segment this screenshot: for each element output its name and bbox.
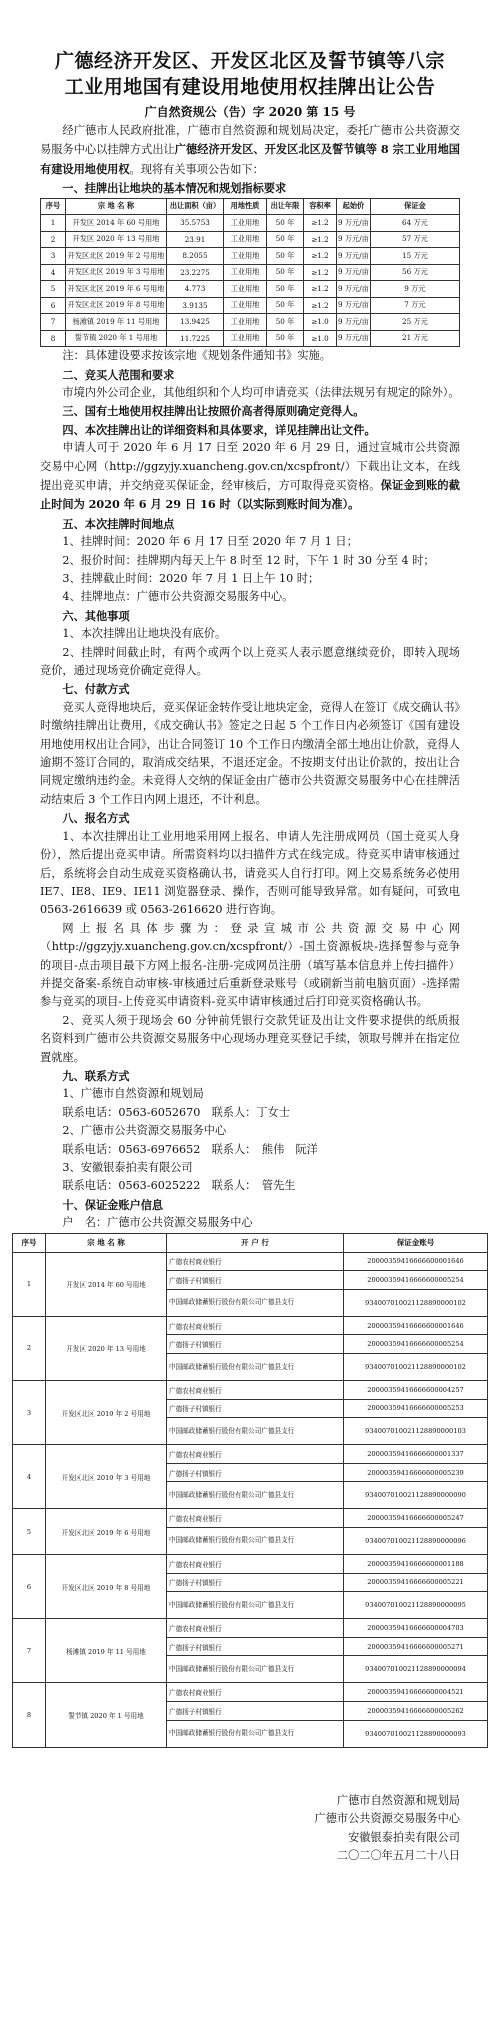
table-cell: 5 <box>41 281 66 298</box>
table-cell: 誓节镇 2020 年 1 号用地 <box>66 330 167 347</box>
bank-name: 广德农村商业银行 <box>167 1683 344 1702</box>
table-cell: 50 年 <box>267 231 304 248</box>
section-9-heading: 九、联系方式 <box>62 1068 130 1083</box>
bank-name: 中国邮政储蓄银行股份有限公司广德县支行 <box>167 1354 344 1381</box>
table-row <box>41 248 460 265</box>
title-line-2: 工业用地国有建设用地使用权挂牌出让公告 <box>64 76 436 98</box>
table-cell: 56 万元 <box>370 264 459 281</box>
parcel-number: 6 <box>13 1554 46 1618</box>
bank-name: 广德扬子村镇银行 <box>167 1271 344 1290</box>
parcel-name: 杨滩镇 2019 年 11 号用地 <box>46 1619 167 1683</box>
parcel-name: 开发区北区 2019 年 2 号用地 <box>46 1381 167 1445</box>
bank-name: 广德扬子村镇银行 <box>167 1463 344 1482</box>
intro-text-a: 经广德市人民政府批准，广德市自然资源和规划局决定，委托广德市公共资源交易服务中心以挂牌方式出让 <box>40 124 460 157</box>
account-number: 934007010021128890000095 <box>344 1592 488 1619</box>
table-row <box>41 231 460 248</box>
table-cell: 4.773 <box>167 281 224 298</box>
section-2-heading: 二、竞买人范围和要求 <box>62 367 175 382</box>
table-row <box>41 314 460 331</box>
table-cell: 1 <box>41 215 66 232</box>
table-cell: 50 年 <box>267 264 304 281</box>
table-row <box>13 1381 488 1400</box>
account-number: 20000359416666600005254 <box>344 1335 488 1354</box>
table-cell: 工业用地 <box>224 215 267 232</box>
table-row <box>41 330 460 347</box>
table-cell: 9 万元/亩 <box>337 231 371 248</box>
table-cell: 64 万元 <box>370 215 459 232</box>
section-6-heading: 六、其他事项 <box>62 608 130 623</box>
bank-name: 广德农村商业银行 <box>167 1381 344 1400</box>
account-number: 934007010021128890000096 <box>344 1527 488 1554</box>
bank-name: 中国邮政储蓄银行股份有限公司广德县支行 <box>167 1592 344 1619</box>
account-number: 20000359416666600001188 <box>344 1554 488 1573</box>
section-8-paragraph: 2、竞买人须于现场会 60 分钟前凭银行交款凭证及出让文件要求提供的纸质报名资料到广德市公共资源交易服务中心现场办理竞买登记手续，领取号牌并在指定位置就座。 <box>40 1013 460 1064</box>
section-7-heading: 七、付款方式 <box>62 682 130 697</box>
intro-text-c: 。现将有关事项公告如下： <box>129 162 264 176</box>
section-4-text: 申请人可于 2020 年 6 月 17 日至 2020 年 6 月 29 日，通过宣城市公共资源交易中心网（http://ggzyjy.xuancheng.gov.cn/xcspfront/）下载出让文本，在线提出竞买申请，并交纳竞买保证金，经审核后，方可取得竞买资格。 <box>40 441 460 492</box>
bank-name: 中国邮政储蓄银行股份有限公司广德县支行 <box>167 1656 344 1683</box>
parcel-number: 2 <box>13 1316 46 1380</box>
section-8-paragraph: 网上报名具体步骤为：登录宣城市公共资源交易中心网（http://ggzyjy.xuancheng.gov.cn/xcspfront/）-国土资源板块-选择誓参与竞争的项目-点击项目最下方网上报名-注册-完成网员注册（填写基本信息并上传扫描件）并提交备案-系统自动审核-审核通过后重新登录账号（或刷新当前电脑页面）-选择需参与竞买的项目-上传竞买申请资料-竞买申请审核通过后打印竞买资格确认书。 <box>40 921 460 1009</box>
bank-name: 中国邮政储蓄银行股份有限公司广德县支行 <box>167 1418 344 1445</box>
account-number: 20000359416666600005271 <box>344 1637 488 1656</box>
title-line-1: 广德经济开发区、开发区北区及誓节镇等八宗 <box>54 50 445 72</box>
table-cell: 9 万元/亩 <box>337 314 371 331</box>
table-cell: 15 万元 <box>370 248 459 265</box>
table-row <box>13 1509 488 1528</box>
table-row <box>41 281 460 298</box>
table-cell: 杨滩镇 2019 年 11 号用地 <box>66 314 167 331</box>
table-cell: 9 万元/亩 <box>337 281 371 298</box>
table-row <box>13 1619 488 1638</box>
contact-line: 3、安徽银泰拍卖有限公司 <box>62 1161 193 1174</box>
table-cell: 7 <box>41 314 66 331</box>
section-4-paragraph <box>40 439 460 515</box>
table-cell: 9 万元/亩 <box>337 264 371 281</box>
section-5-item: 3、挂牌截止时间：2020 年 7 月 1 日上午 10 时； <box>62 572 320 585</box>
table-cell: 25 万元 <box>370 314 459 331</box>
col-header: 保证金账号 <box>344 1233 488 1252</box>
table-cell: 50 年 <box>267 330 304 347</box>
table-cell: 6 <box>41 297 66 314</box>
table-row <box>13 1445 488 1464</box>
table-cell: 9 万元/亩 <box>337 297 371 314</box>
parcel-number: 5 <box>13 1509 46 1555</box>
table-cell: 57 万元 <box>370 231 459 248</box>
bank-name: 广德农村商业银行 <box>167 1619 344 1638</box>
table-cell: 50 年 <box>267 281 304 298</box>
bank-name: 中国邮政储蓄银行股份有限公司广德县支行 <box>167 1527 344 1554</box>
col-header: 保证金 <box>370 198 459 215</box>
section-6-item: 1、本次挂牌出让地块没有底价。 <box>62 627 227 641</box>
bank-name: 广德农村商业银行 <box>167 1252 344 1271</box>
document-number: 广自然资规公（告）字 2020 第 15 号 <box>144 105 356 119</box>
table-row <box>41 297 460 314</box>
table-cell: 工业用地 <box>224 314 267 331</box>
parcel-table-header <box>41 198 460 215</box>
account-number: 20000359416666600005253 <box>344 1399 488 1418</box>
col-header: 出让年限 <box>267 198 304 215</box>
table-cell: 9 万元/亩 <box>337 330 371 347</box>
bank-name: 中国邮政储蓄银行股份有限公司广德县支行 <box>167 1482 344 1509</box>
signature-org: 广德市公共资源交易服务中心 <box>314 1812 460 1826</box>
col-header: 开 户 行 <box>167 1233 344 1252</box>
table-cell: 50 年 <box>267 248 304 265</box>
section-5-heading: 五、本次挂牌时间地点 <box>62 516 175 531</box>
section-4-deadline: 保证金到账的截止时间为 2020 年 6 月 29 日 16 时（以实际到账时间为准）。 <box>40 477 460 512</box>
col-header: 起始价 <box>337 198 371 215</box>
signature-block <box>40 1792 460 1866</box>
table-row <box>13 1316 488 1335</box>
col-header: 序号 <box>13 1233 46 1252</box>
account-number: 934007010021128890000094 <box>344 1656 488 1683</box>
parcel-name: 誓节镇 2020 年 1 号用地 <box>46 1683 167 1747</box>
table-cell: ≥1.2 <box>304 248 337 265</box>
bank-name: 中国邮政储蓄银行股份有限公司广德县支行 <box>167 1289 344 1316</box>
signature-org: 安徽银泰拍卖有限公司 <box>348 1830 460 1844</box>
contact-line: 联系电话：0563-6052670 联系人：丁女士 <box>62 1105 290 1119</box>
account-number: 20000359416666600005239 <box>344 1463 488 1482</box>
account-number: 20000359416666600005221 <box>344 1573 488 1592</box>
table-cell: 21 万元 <box>370 330 459 347</box>
table-cell: 开发区 2020 年 13 号用地 <box>66 231 167 248</box>
table-cell: 8 <box>41 330 66 347</box>
table-cell: 3.9135 <box>167 297 224 314</box>
table-cell: ≥1.2 <box>304 215 337 232</box>
section-10-heading: 十、保证金账户信息 <box>62 1197 164 1212</box>
account-number: 20000359416666600005262 <box>344 1701 488 1720</box>
parcel-name: 开发区 2014 年 60 号用地 <box>46 1252 167 1316</box>
bank-name: 广德扬子村镇银行 <box>167 1335 344 1354</box>
table-cell: ≥1.0 <box>304 330 337 347</box>
table-cell: 开发区北区 2019 年 6 号用地 <box>66 281 167 298</box>
account-number: 20000359416666600004521 <box>344 1683 488 1702</box>
bank-name: 广德农村商业银行 <box>167 1509 344 1528</box>
table-cell: 2 <box>41 231 66 248</box>
table-cell: 35.5753 <box>167 215 224 232</box>
account-number: 934007010021128890000090 <box>344 1482 488 1509</box>
table-cell: 23.2275 <box>167 264 224 281</box>
bank-name: 广德扬子村镇银行 <box>167 1399 344 1418</box>
contact-line: 2、广德市公共资源交易服务中心 <box>62 1124 227 1138</box>
contact-line: 联系电话：0563-6976652 联系人： 熊伟 阮洋 <box>62 1142 318 1156</box>
signature-org: 广德市自然资源和规划局 <box>336 1793 460 1807</box>
bank-name: 广德扬子村镇银行 <box>167 1637 344 1656</box>
col-header: 序号 <box>41 198 66 215</box>
table-cell: 11.7225 <box>167 330 224 347</box>
table-cell: 工业用地 <box>224 248 267 265</box>
table-cell: 开发区北区 2019 年 3 号用地 <box>66 264 167 281</box>
table-cell: ≥1.0 <box>304 314 337 331</box>
table-cell: 工业用地 <box>224 297 267 314</box>
table-cell: ≥1.2 <box>304 264 337 281</box>
table-cell: ≥1.2 <box>304 297 337 314</box>
table-row <box>13 1683 488 1702</box>
table-cell: 3 <box>41 248 66 265</box>
section-6-item: 2、挂牌时间截止时，有两个或两个以上竞买人表示愿意继续竞价，即转入现场竞价，通过现场竞价确定竞得人。 <box>40 645 460 678</box>
section-5-item: 1、挂牌时间：2020 年 6 月 17 日至 2020 年 7 月 1 日； <box>62 535 358 549</box>
table-row <box>13 1252 488 1271</box>
signature-date: 二〇二〇年五月二十八日 <box>336 1849 460 1863</box>
account-number: 934007010021128890000093 <box>344 1720 488 1747</box>
table-cell: 工业用地 <box>224 281 267 298</box>
table-cell: 工业用地 <box>224 231 267 248</box>
deposit-account-table <box>12 1233 488 1748</box>
section-3-heading: 三、国有土地使用权挂牌出让按照价高者得原则确定竞得人。 <box>62 404 365 419</box>
contact-line: 联系电话：0563-6025222 联系人： 管先生 <box>62 1179 296 1193</box>
parcel-name: 开发区 2020 年 13 号用地 <box>46 1316 167 1380</box>
document-title <box>40 48 460 100</box>
account-number: 934007010021128890000102 <box>344 1289 488 1316</box>
table-cell: 4 <box>41 264 66 281</box>
account-number: 20000359416666600004257 <box>344 1381 488 1400</box>
bank-name: 广德扬子村镇银行 <box>167 1701 344 1720</box>
table-cell: 8.2055 <box>167 248 224 265</box>
table-row <box>13 1554 488 1573</box>
bank-name: 广德扬子村镇银行 <box>167 1573 344 1592</box>
bank-name: 广德农村商业银行 <box>167 1554 344 1573</box>
account-number: 20000359416666600001646 <box>344 1252 488 1271</box>
table-cell: ≥1.2 <box>304 231 337 248</box>
parcel-name: 开发区北区 2019 年 3 号用地 <box>46 1445 167 1509</box>
bank-name: 广德农村商业银行 <box>167 1316 344 1335</box>
account-number: 20000359416666600005254 <box>344 1271 488 1290</box>
parcel-number: 4 <box>13 1445 46 1509</box>
account-holder: 户 名：广德市公共资源交易服务中心 <box>62 1216 253 1230</box>
section-5-item: 2、报价时间：挂牌期内每天上午 8 时至 12 时，下午 1 时 30 分至 4 时； <box>62 553 435 567</box>
account-number: 934007010021128890000103 <box>344 1418 488 1445</box>
contact-line: 1、广德市自然资源和规划局 <box>62 1087 204 1101</box>
bank-name: 广德农村商业银行 <box>167 1445 344 1464</box>
intro-paragraph <box>40 122 460 179</box>
account-number: 20000359416666600004703 <box>344 1619 488 1638</box>
section-2-paragraph: 市境内外公司企业，其他组织和个人均可申请竞买（法律法规另有规定的除外）。 <box>62 385 460 399</box>
parcel-number: 1 <box>13 1252 46 1316</box>
table-cell: 开发区北区 2019 年 8 号用地 <box>66 297 167 314</box>
table-cell: 9 万元/亩 <box>337 215 371 232</box>
table-cell: 7 万元 <box>370 297 459 314</box>
col-header: 宗 地 名 称 <box>46 1233 167 1252</box>
section-8-paragraph: 1、本次挂牌出让工业用地采用网上报名、申请人先注册成网员（国土竞买人身份），然后提出竞买申请。所需资料均以扫描件方式在线完成。待竞买申请审核通过后，系统将会自动生成竞买资格确认书，请竞买人自行打印。网上交易系统务必使用 IE7、IE8、IE9、IE11 浏览器登录、操作，否则可能导致异常。如有疑问，可致电 0563-2616639 或 0563-2616620 进行咨询。 <box>40 829 460 917</box>
intro-text-bold: 广德经济开发区、开发区北区及誓节镇等 8 宗工业用地国有建设用地使用权 <box>40 142 460 176</box>
section-1-heading: 一、挂牌出让地块的基本情况和规划指标要求 <box>62 181 287 196</box>
table-row <box>41 264 460 281</box>
section-1-note: 注：具体建设要求按该宗地《规划条件通知书》实施。 <box>62 349 331 363</box>
section-8-heading: 八、报名方式 <box>62 811 130 826</box>
table-cell: 50 年 <box>267 314 304 331</box>
col-header: 容积率 <box>304 198 337 215</box>
parcel-number: 8 <box>13 1683 46 1747</box>
parcel-table <box>40 198 460 348</box>
table-cell: 工业用地 <box>224 330 267 347</box>
account-number: 20000359416666600001337 <box>344 1445 488 1464</box>
col-header: 用地性质 <box>224 198 267 215</box>
table-cell: 50 年 <box>267 297 304 314</box>
parcel-number: 3 <box>13 1381 46 1445</box>
account-number: 20000359416666600001646 <box>344 1316 488 1335</box>
parcel-name: 开发区北区 2019 年 8 号用地 <box>46 1554 167 1618</box>
table-cell: 50 年 <box>267 215 304 232</box>
bank-name: 中国邮政储蓄银行股份有限公司广德县支行 <box>167 1720 344 1747</box>
table-cell: 9 万元 <box>370 281 459 298</box>
section-7-paragraph: 竞买人竞得地块后，竞买保证金转作受让地块定金，竞得人在签订《成交确认书》时缴纳挂牌出让费用，《成交确认书》签定之日起 5 个工作日内必须签订《国有建设用地使用权出让合同》，出让合同签订 10 个工作日内缴清全部土地出让价款，竞得人逾期不签订合同的，取消成交结果，不退还定金。不按期支付出让价款的，按出让合同规定缴纳违约金。未竞得人交纳的保证金由广德市公共资源交易服务中心在挂牌活动结束后 3 个工作日内网上退还，不计利息。 <box>40 700 460 806</box>
table-cell: 13.9425 <box>167 314 224 331</box>
table-cell: ≥1.2 <box>304 281 337 298</box>
col-header: 宗 地 名 称 <box>66 198 167 215</box>
parcel-number: 7 <box>13 1619 46 1683</box>
table-cell: 开发区 2014 年 60 号用地 <box>66 215 167 232</box>
section-4-heading: 四、本次挂牌出让的详细资料和具体要求，详见挂牌出让文件。 <box>62 422 376 437</box>
section-5-item: 4、挂牌地点：广德市公共资源交易服务中心。 <box>62 590 294 604</box>
deposit-table-header <box>13 1233 488 1252</box>
account-number: 20000359416666600005247 <box>344 1509 488 1528</box>
table-cell: 23.91 <box>167 231 224 248</box>
table-cell: 工业用地 <box>224 264 267 281</box>
table-row <box>41 215 460 232</box>
account-number: 934007010021128890000102 <box>344 1354 488 1381</box>
parcel-name: 开发区北区 2019 年 6 号用地 <box>46 1509 167 1555</box>
table-cell: 9 万元/亩 <box>337 248 371 265</box>
table-cell: 开发区北区 2019 年 2 号用地 <box>66 248 167 265</box>
col-header: 出让面积（亩） <box>167 198 224 215</box>
